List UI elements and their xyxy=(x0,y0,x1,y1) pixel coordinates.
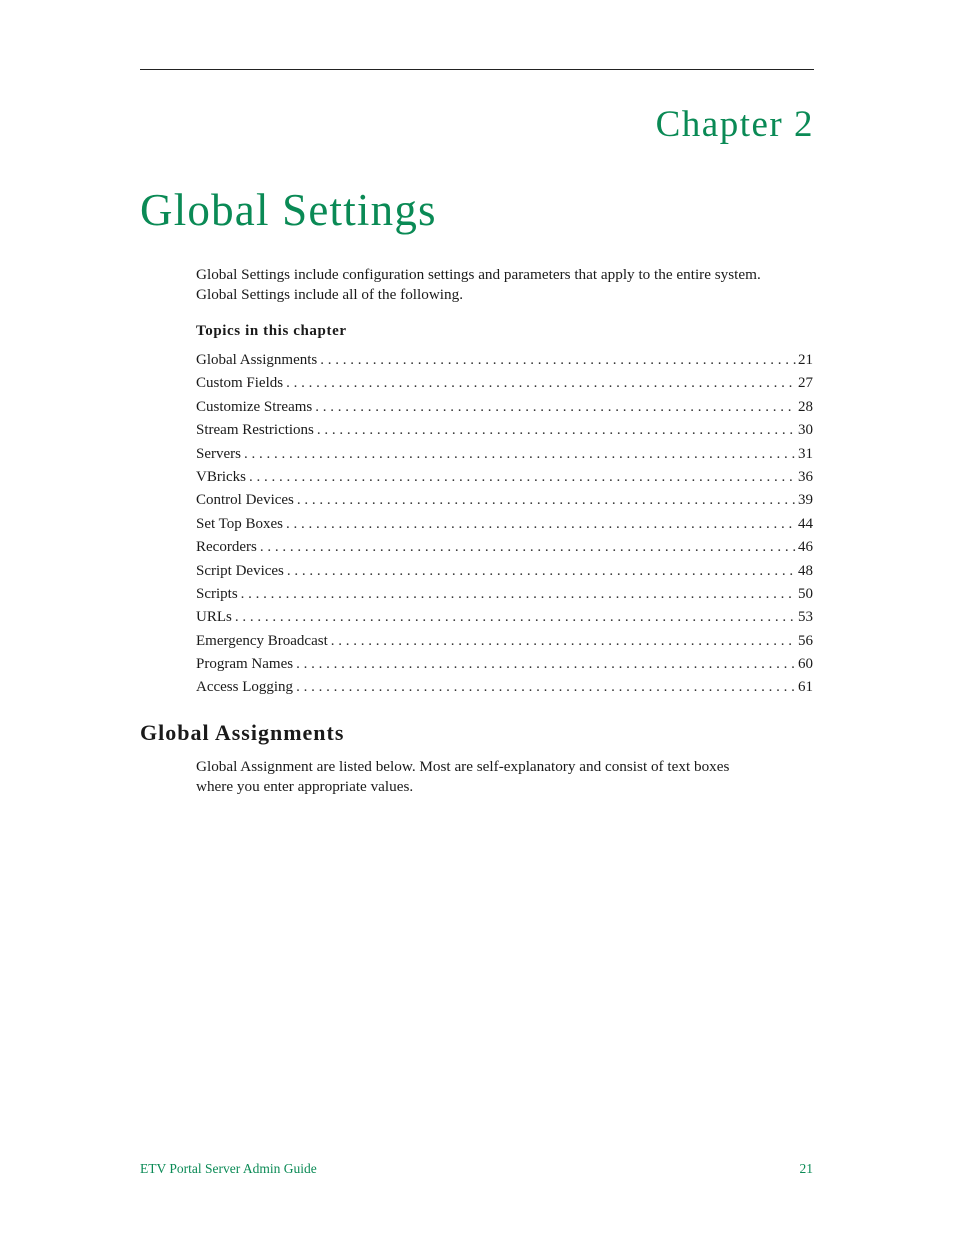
toc-entry[interactable] xyxy=(196,443,813,466)
toc-leader-dots xyxy=(297,489,796,512)
toc-entry-page: 31 xyxy=(798,445,813,462)
toc-entry[interactable] xyxy=(196,372,813,395)
toc-entry[interactable] xyxy=(196,536,813,559)
toc-entry-page: 46 xyxy=(798,539,813,556)
toc-entry[interactable] xyxy=(196,513,813,536)
toc-entry-title: Script Devices xyxy=(196,562,284,579)
toc-entry-page: 30 xyxy=(798,422,813,439)
table-of-contents xyxy=(196,349,813,700)
toc-leader-dots xyxy=(296,653,796,676)
intro-line-2: Global Settings include all of the following. xyxy=(196,286,464,303)
footer-guide-title: ETV Portal Server Admin Guide xyxy=(140,1161,317,1176)
toc-leader-dots xyxy=(241,583,796,606)
toc-leader-dots xyxy=(244,443,796,466)
toc-entry-title: Customize Streams xyxy=(196,398,313,415)
section-body-line-1: Global Assignment are listed below. Most are self-explanatory and consist of text boxes xyxy=(196,758,730,775)
toc-entry-page: 21 xyxy=(798,352,813,368)
toc-entry[interactable] xyxy=(196,419,813,442)
toc-leader-dots xyxy=(296,676,796,699)
toc-entry[interactable] xyxy=(196,349,813,372)
toc-entry[interactable] xyxy=(196,676,813,699)
section-body xyxy=(196,757,796,797)
section-heading: Global Assignments xyxy=(140,720,345,745)
footer-page-number: 21 xyxy=(799,1161,813,1176)
toc-entry[interactable] xyxy=(196,560,813,583)
page-title: Global Settings xyxy=(140,185,437,235)
toc-entry-title: Control Devices xyxy=(196,492,294,509)
toc-leader-dots xyxy=(260,536,796,559)
toc-leader-dots xyxy=(331,630,796,653)
toc-entry-title: VBricks xyxy=(196,468,246,485)
toc-entry-page: 56 xyxy=(798,632,813,649)
toc-entry[interactable] xyxy=(196,653,813,676)
section-body-line-2: where you enter appropriate values. xyxy=(196,778,414,795)
toc-leader-dots xyxy=(249,466,796,489)
toc-entry-page: 44 xyxy=(798,515,813,532)
toc-leader-dots xyxy=(287,560,796,583)
toc-entry-page: 61 xyxy=(798,679,813,696)
toc-entry-title: URLs xyxy=(196,609,232,626)
header-rule xyxy=(140,69,814,70)
toc-entry[interactable] xyxy=(196,630,813,653)
toc-entry[interactable] xyxy=(196,466,813,489)
toc-entry-title: Set Top Boxes xyxy=(196,515,284,532)
toc-entry-title: Custom Fields xyxy=(196,375,284,392)
toc-entry[interactable] xyxy=(196,396,813,419)
toc-entry-title: Access Logging xyxy=(196,679,294,696)
toc-entry-page: 28 xyxy=(798,398,813,415)
toc-entry-title: Servers xyxy=(196,445,241,462)
intro-line-1: Global Settings include configuration settings and parameters that apply to the entire system. xyxy=(196,266,761,283)
toc-entry-page: 48 xyxy=(798,562,813,579)
toc-entry-title: Recorders xyxy=(196,539,257,556)
toc-entry-title: Stream Restrictions xyxy=(196,422,314,439)
toc-entry-page: 27 xyxy=(798,375,813,392)
toc-leader-dots xyxy=(235,606,796,629)
toc-entry-page: 50 xyxy=(798,585,813,602)
toc-entry-page: 36 xyxy=(798,468,813,485)
toc-entry-title: Scripts xyxy=(196,585,238,602)
toc-entry-title: Program Names xyxy=(196,656,294,673)
topics-heading: Topics in this chapter xyxy=(196,323,347,339)
toc-entry[interactable] xyxy=(196,606,813,629)
chapter-label: Chapter 2 xyxy=(655,104,814,145)
toc-leader-dots xyxy=(286,372,796,395)
toc-entry-title: Emergency Broadcast xyxy=(196,632,328,649)
toc-entry-page: 39 xyxy=(798,492,813,509)
intro-paragraph xyxy=(196,265,816,305)
toc-leader-dots xyxy=(315,396,796,419)
toc-entry-title: Global Assignments xyxy=(196,352,318,368)
toc-entry-page: 60 xyxy=(798,656,813,673)
toc-leader-dots xyxy=(286,513,796,536)
toc-leader-dots xyxy=(317,419,796,442)
toc-leader-dots xyxy=(320,349,796,372)
toc-entry[interactable] xyxy=(196,583,813,606)
toc-entry[interactable] xyxy=(196,489,813,512)
toc-entry-page: 53 xyxy=(798,609,813,626)
